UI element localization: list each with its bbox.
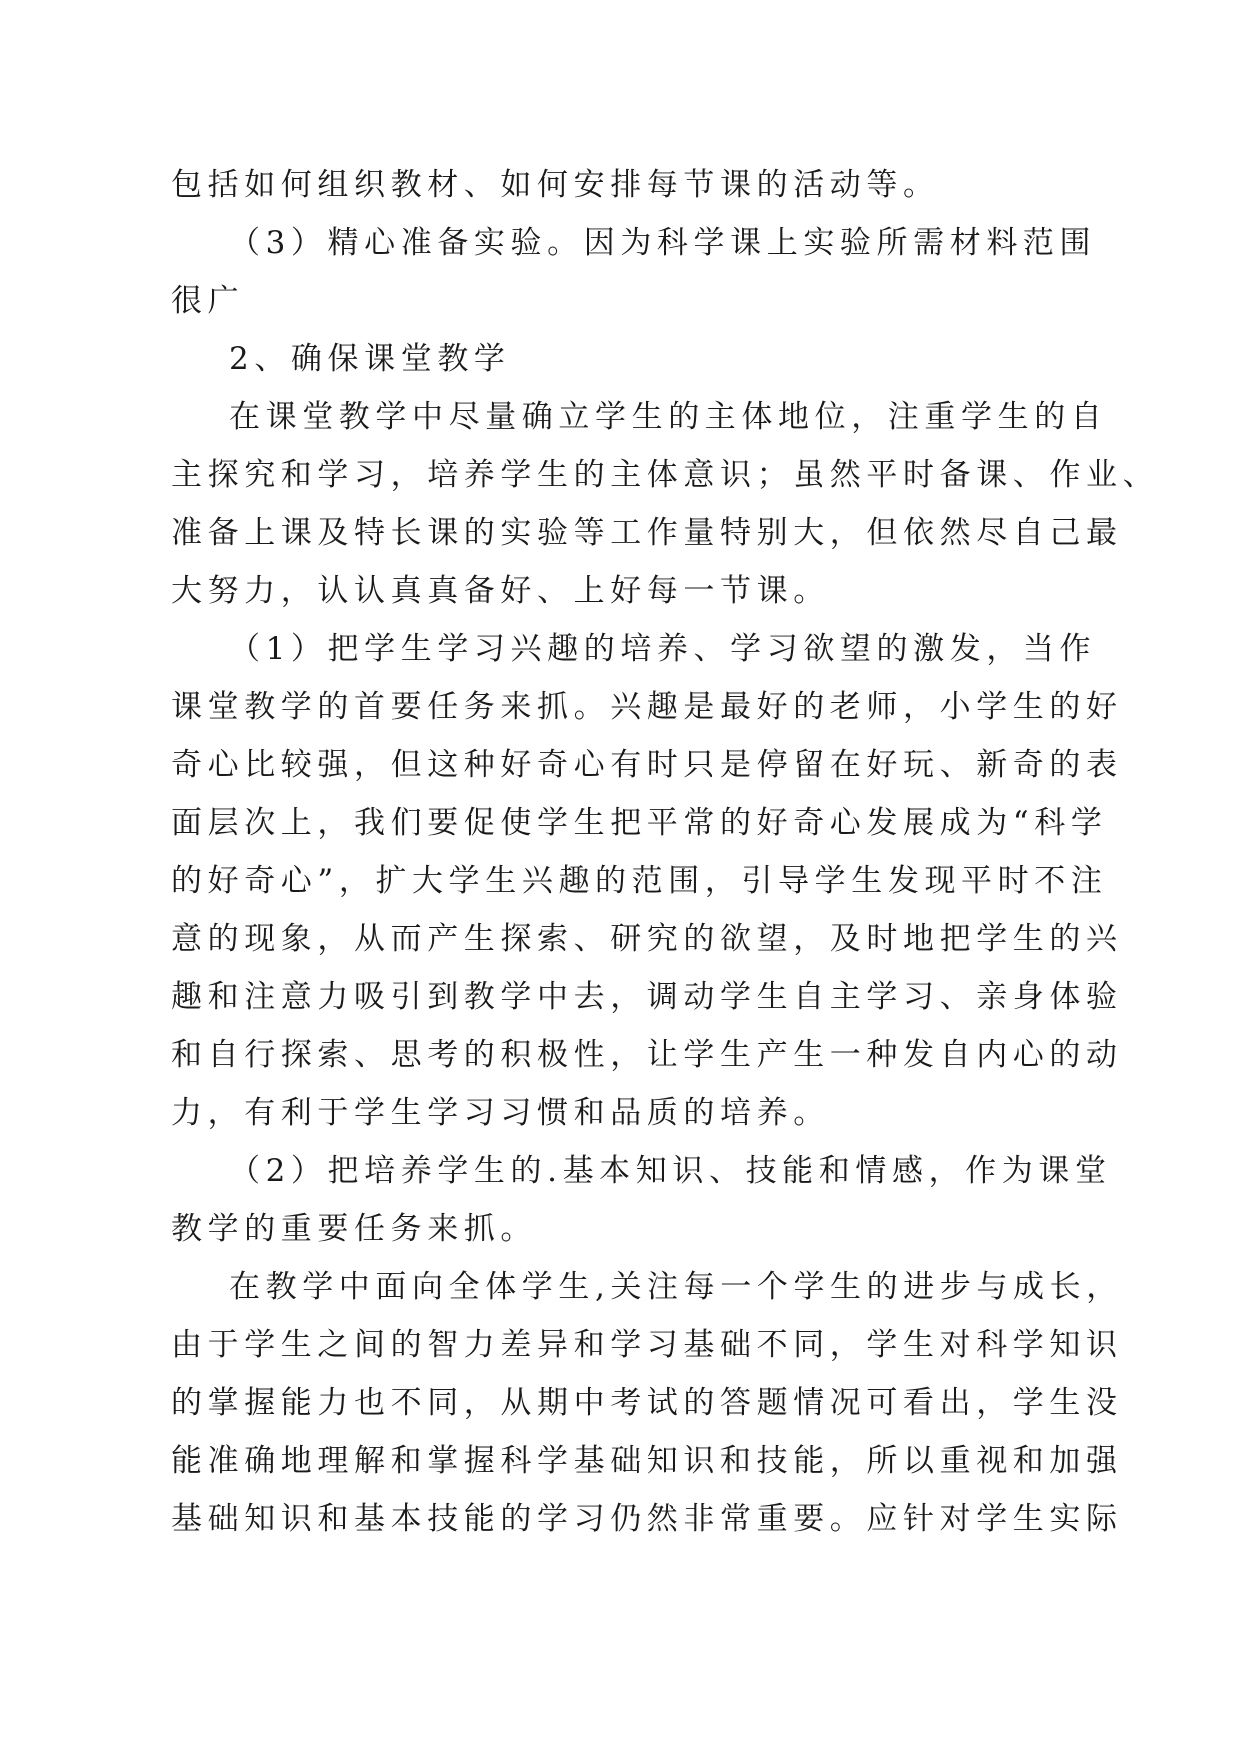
- text-line: 大努力，认认真真备好、上好每一节课。: [171, 573, 830, 609]
- text-line: 力，有利于学生学习习惯和品质的培养。: [171, 1095, 830, 1131]
- text-line: 在课堂教学中尽量确立学生的主体地位，注重学生的自: [229, 399, 1108, 435]
- text-line: 教学的重要任务来抓。: [171, 1211, 537, 1247]
- text-line: 在教学中面向全体学生,关注每一个学生的进步与成长，: [229, 1269, 1123, 1305]
- text-line: 很广: [171, 283, 245, 319]
- text-line: 奇心比较强，但这种好奇心有时只是停留在好玩、新奇的表: [171, 747, 1123, 783]
- text-line: 包括如何组织教材、如何安排每节课的活动等。: [171, 167, 940, 203]
- text-line: 课堂教学的首要任务来抓。兴趣是最好的老师，小学生的好: [171, 689, 1123, 725]
- text-line: 基础知识和基本技能的学习仍然非常重要。应针对学生实际: [171, 1501, 1123, 1537]
- text-line: 主探究和学习，培养学生的主体意识；虽然平时备课、作业、: [171, 457, 1160, 493]
- section-heading: 2、确保课堂教学: [229, 341, 511, 377]
- text-line: 的好奇心”，扩大学生兴趣的范围，引导学生发现平时不注: [171, 863, 1108, 899]
- text-line: 准备上课及特长课的实验等工作量特别大，但依然尽自己最: [171, 515, 1123, 551]
- text-line: 趣和注意力吸引到教学中去，调动学生自主学习、亲身体验: [171, 979, 1123, 1015]
- text-line: 和自行探索、思考的积极性，让学生产生一种发自内心的动: [171, 1037, 1123, 1073]
- text-line: 的掌握能力也不同，从期中考试的答题情况可看出，学生没: [171, 1385, 1123, 1421]
- text-line: （3）精心准备实验。因为科学课上实验所需材料范围: [229, 225, 1097, 261]
- text-line: （2）把培养学生的.基本知识、技能和情感，作为课堂: [229, 1153, 1112, 1189]
- text-line: （1）把学生学习兴趣的培养、学习欲望的激发，当作: [229, 631, 1097, 667]
- text-line: 由于学生之间的智力差异和学习基础不同，学生对科学知识: [171, 1327, 1123, 1363]
- text-line: 面层次上，我们要促使学生把平常的好奇心发展成为“科学: [171, 805, 1108, 841]
- text-line: 能准确地理解和掌握科学基础知识和技能，所以重视和加强: [171, 1443, 1123, 1479]
- text-line: 意的现象，从而产生探索、研究的欲望，及时地把学生的兴: [171, 921, 1123, 957]
